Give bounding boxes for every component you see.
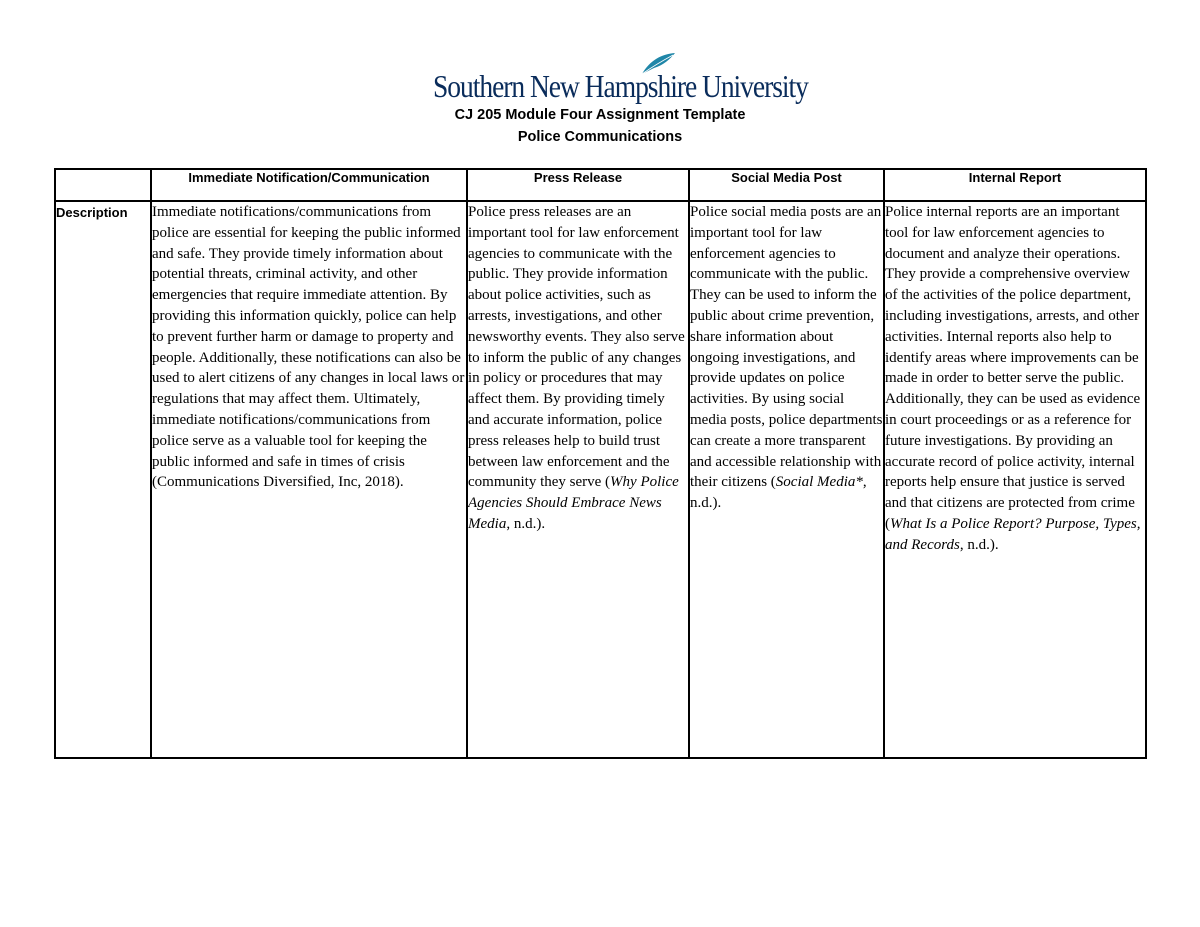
cell-social-citation-end: , n.d.). xyxy=(690,474,867,512)
column-header-press-release: Press Release xyxy=(467,169,689,201)
cell-internal-citation: What Is a Police Report? Purpose, Types, and Records xyxy=(885,515,1141,553)
cell-social-text: Police social media posts are an important tool for law enforcement agencies to communicate with the public. They can be used to inform the public about crime prevention, share information about ongoing investigations, and provide updates on police activities. By using social media posts, police departments can create a more transparent and accessible relationship with their citizens ( xyxy=(690,204,883,491)
table-header-row xyxy=(55,169,1146,201)
column-header-immediate: Immediate Notification/Communication xyxy=(151,169,467,201)
column-header-social-media: Social Media Post xyxy=(689,169,884,201)
cell-immediate-text: Immediate notifications/communications from police are essential for keeping the public informed and safe. They provide timely information about potential threats, criminal activity, and other emergencies that require immediate attention. By providing this information quickly, police can help to prevent further harm or damage to property and people. Additionally, these notifications can also be used to alert citizens of any changes in local laws or regulations that may affect them. Ultimately, immediate notifications/communications from police serve as a valuable tool for keeping the public informed and safe in times of crisis (Communications Diversified, Inc, 2018). xyxy=(152,204,465,491)
cell-press-citation: Why Police Agencies Should Embrace News Media xyxy=(468,474,679,532)
cell-internal-report xyxy=(884,201,1146,758)
cell-internal-text: Police internal reports are an important tool for law enforcement agencies to document and analyze their operations. They provide a comprehensive overview of the activities of the police department, including investigations, arrests, and other activities. Internal reports also help to identify areas where improvements can be made in order to better serve the public. Additionally, they can be used as evidence in court proceedings or as a reference for future investigations. By providing an accurate record of police activity, internal reports help ensure that justice is served and that citizens are protected from crime ( xyxy=(885,204,1141,532)
cell-press-citation-end: , n.d.). xyxy=(506,515,546,532)
row-label-description: Description xyxy=(55,201,151,758)
cell-social-citation: Social Media* xyxy=(775,474,863,491)
university-name: Southern New Hampshire University xyxy=(433,68,808,104)
cell-internal-citation-end: , n.d.). xyxy=(959,536,999,553)
document-subtitle: Police Communications xyxy=(517,129,683,145)
document-title: CJ 205 Module Four Assignment Template xyxy=(454,107,746,123)
cell-immediate xyxy=(151,201,467,758)
column-header-internal-report: Internal Report xyxy=(884,169,1146,201)
table-row xyxy=(55,201,1146,758)
cell-social-media xyxy=(689,201,884,758)
cell-press-release xyxy=(467,201,689,758)
cell-press-text: Police press releases are an important tool for law enforcement agencies to communicate with the public. They provide information about police activities, such as arrests, investigations, and other newsworthy events. They also serve to inform the public of any changes in policy or procedures that may affect them. By providing timely and accurate information, police press releases help to build trust between law enforcement and the community they serve ( xyxy=(468,204,685,491)
feather-icon xyxy=(640,52,676,76)
university-logo xyxy=(433,52,808,104)
corner-cell xyxy=(55,169,151,201)
communications-table xyxy=(54,168,1147,759)
